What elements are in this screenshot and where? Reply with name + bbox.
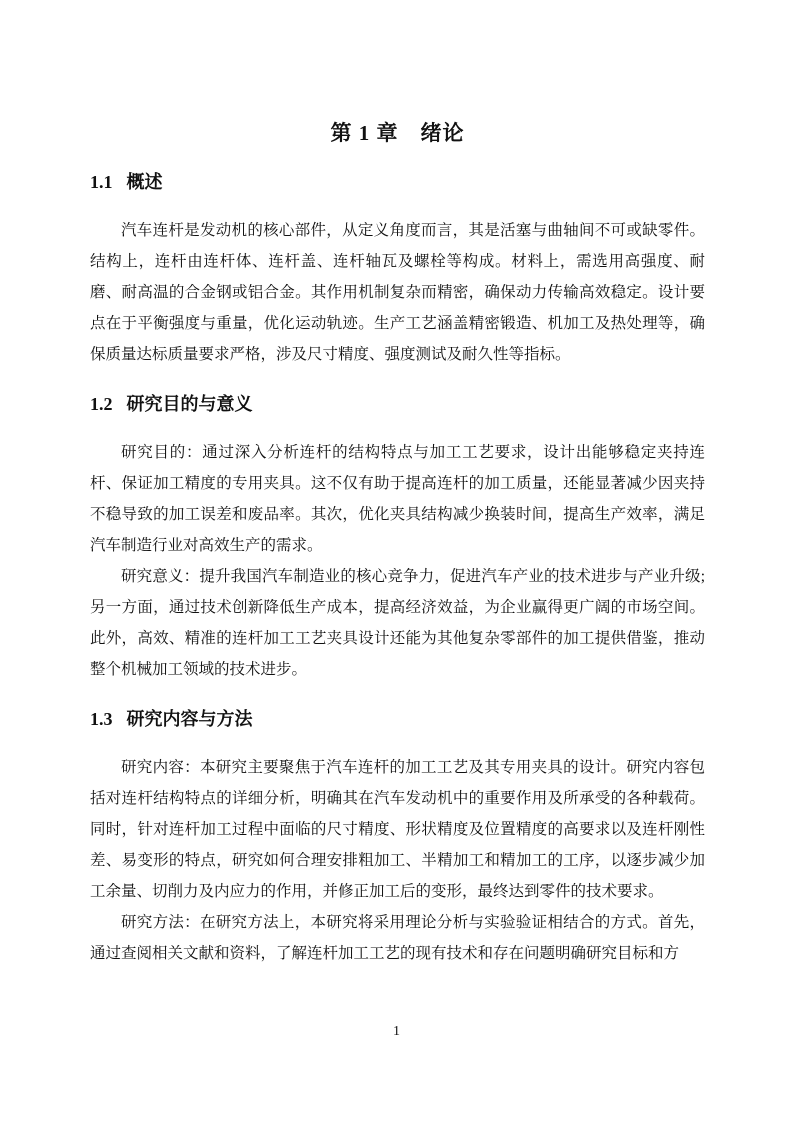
section-number: 1.2: [90, 394, 113, 414]
paragraph: 研究意义：提升我国汽车制造业的核心竞争力，促进汽车产业的技术进步与产业升级;另一方面，通过技术创新降低生产成本，提高经济效益，为企业赢得更广阔的市场空间。此外，高效、精准的连杆加工工艺夹具设计还能为其他复杂零部件的加工提供借鉴，推动整个机械加工领域的技术进步。: [90, 568, 705, 678]
section-1-2: [90, 392, 705, 685]
section-1-3: [90, 707, 705, 969]
section-1-1: [90, 170, 705, 370]
paragraph: 研究目的：通过深入分析连杆的结构特点与加工工艺要求，设计出能够稳定夹持连杆、保证加工精度的专用夹具。这不仅有助于提高连杆的加工质量，还能显著减少因夹持不稳导致的加工误差和废品率。其次，优化夹具结构减少换装时间，提高生产效率，满足汽车制造行业对高效生产的需求。: [90, 444, 705, 554]
section-title: 概述: [126, 172, 163, 192]
section-heading-1-3: [90, 707, 705, 732]
page-number: 1: [393, 1024, 400, 1039]
paragraph: 研究方法：在研究方法上，本研究将采用理论分析与实验验证相结合的方式。首先，通过查阅相关文献和资料，了解连杆加工工艺的现有技术和存在问题明确研究目标和方: [90, 914, 705, 962]
section-heading-1-2: [90, 392, 705, 417]
section-heading-1-1: [90, 170, 705, 195]
section-title: 研究目的与意义: [126, 394, 253, 414]
section-number: 1.3: [90, 709, 113, 729]
section-number: 1.1: [90, 172, 113, 192]
paragraph: 研究内容：本研究主要聚焦于汽车连杆的加工工艺及其专用夹具的设计。研究内容包括对连杆结构特点的详细分析，明确其在汽车发动机中的重要作用及所承受的各种载荷。同时，针对连杆加工过程中面临的尺寸精度、形状精度及位置精度的高要求以及连杆刚性差、易变形的特点，研究如何合理安排粗加工、半精加工和精加工的工序，以逐步减少加工余量、切削力及内应力的作用，并修正加工后的变形，最终达到零件的技术要求。: [90, 759, 705, 900]
section-title: 研究内容与方法: [126, 709, 253, 729]
chapter-title: 第 1 章 绪论: [330, 121, 465, 145]
paragraph: 汽车连杆是发动机的核心部件，从定义角度而言，其是活塞与曲轴间不可或缺零件。结构上，连杆由连杆体、连杆盖、连杆轴瓦及螺栓等构成。材料上，需选用高强度、耐磨、耐高温的合金钢或铝合金。其作用机制复杂而精密，确保动力传输高效稳定。设计要点在于平衡强度与重量，优化运动轨迹。生产工艺涵盖精密锻造、机加工及热处理等，确保质量达标质量要求严格，涉及尺寸精度、强度测试及耐久性等指标。: [90, 222, 705, 363]
